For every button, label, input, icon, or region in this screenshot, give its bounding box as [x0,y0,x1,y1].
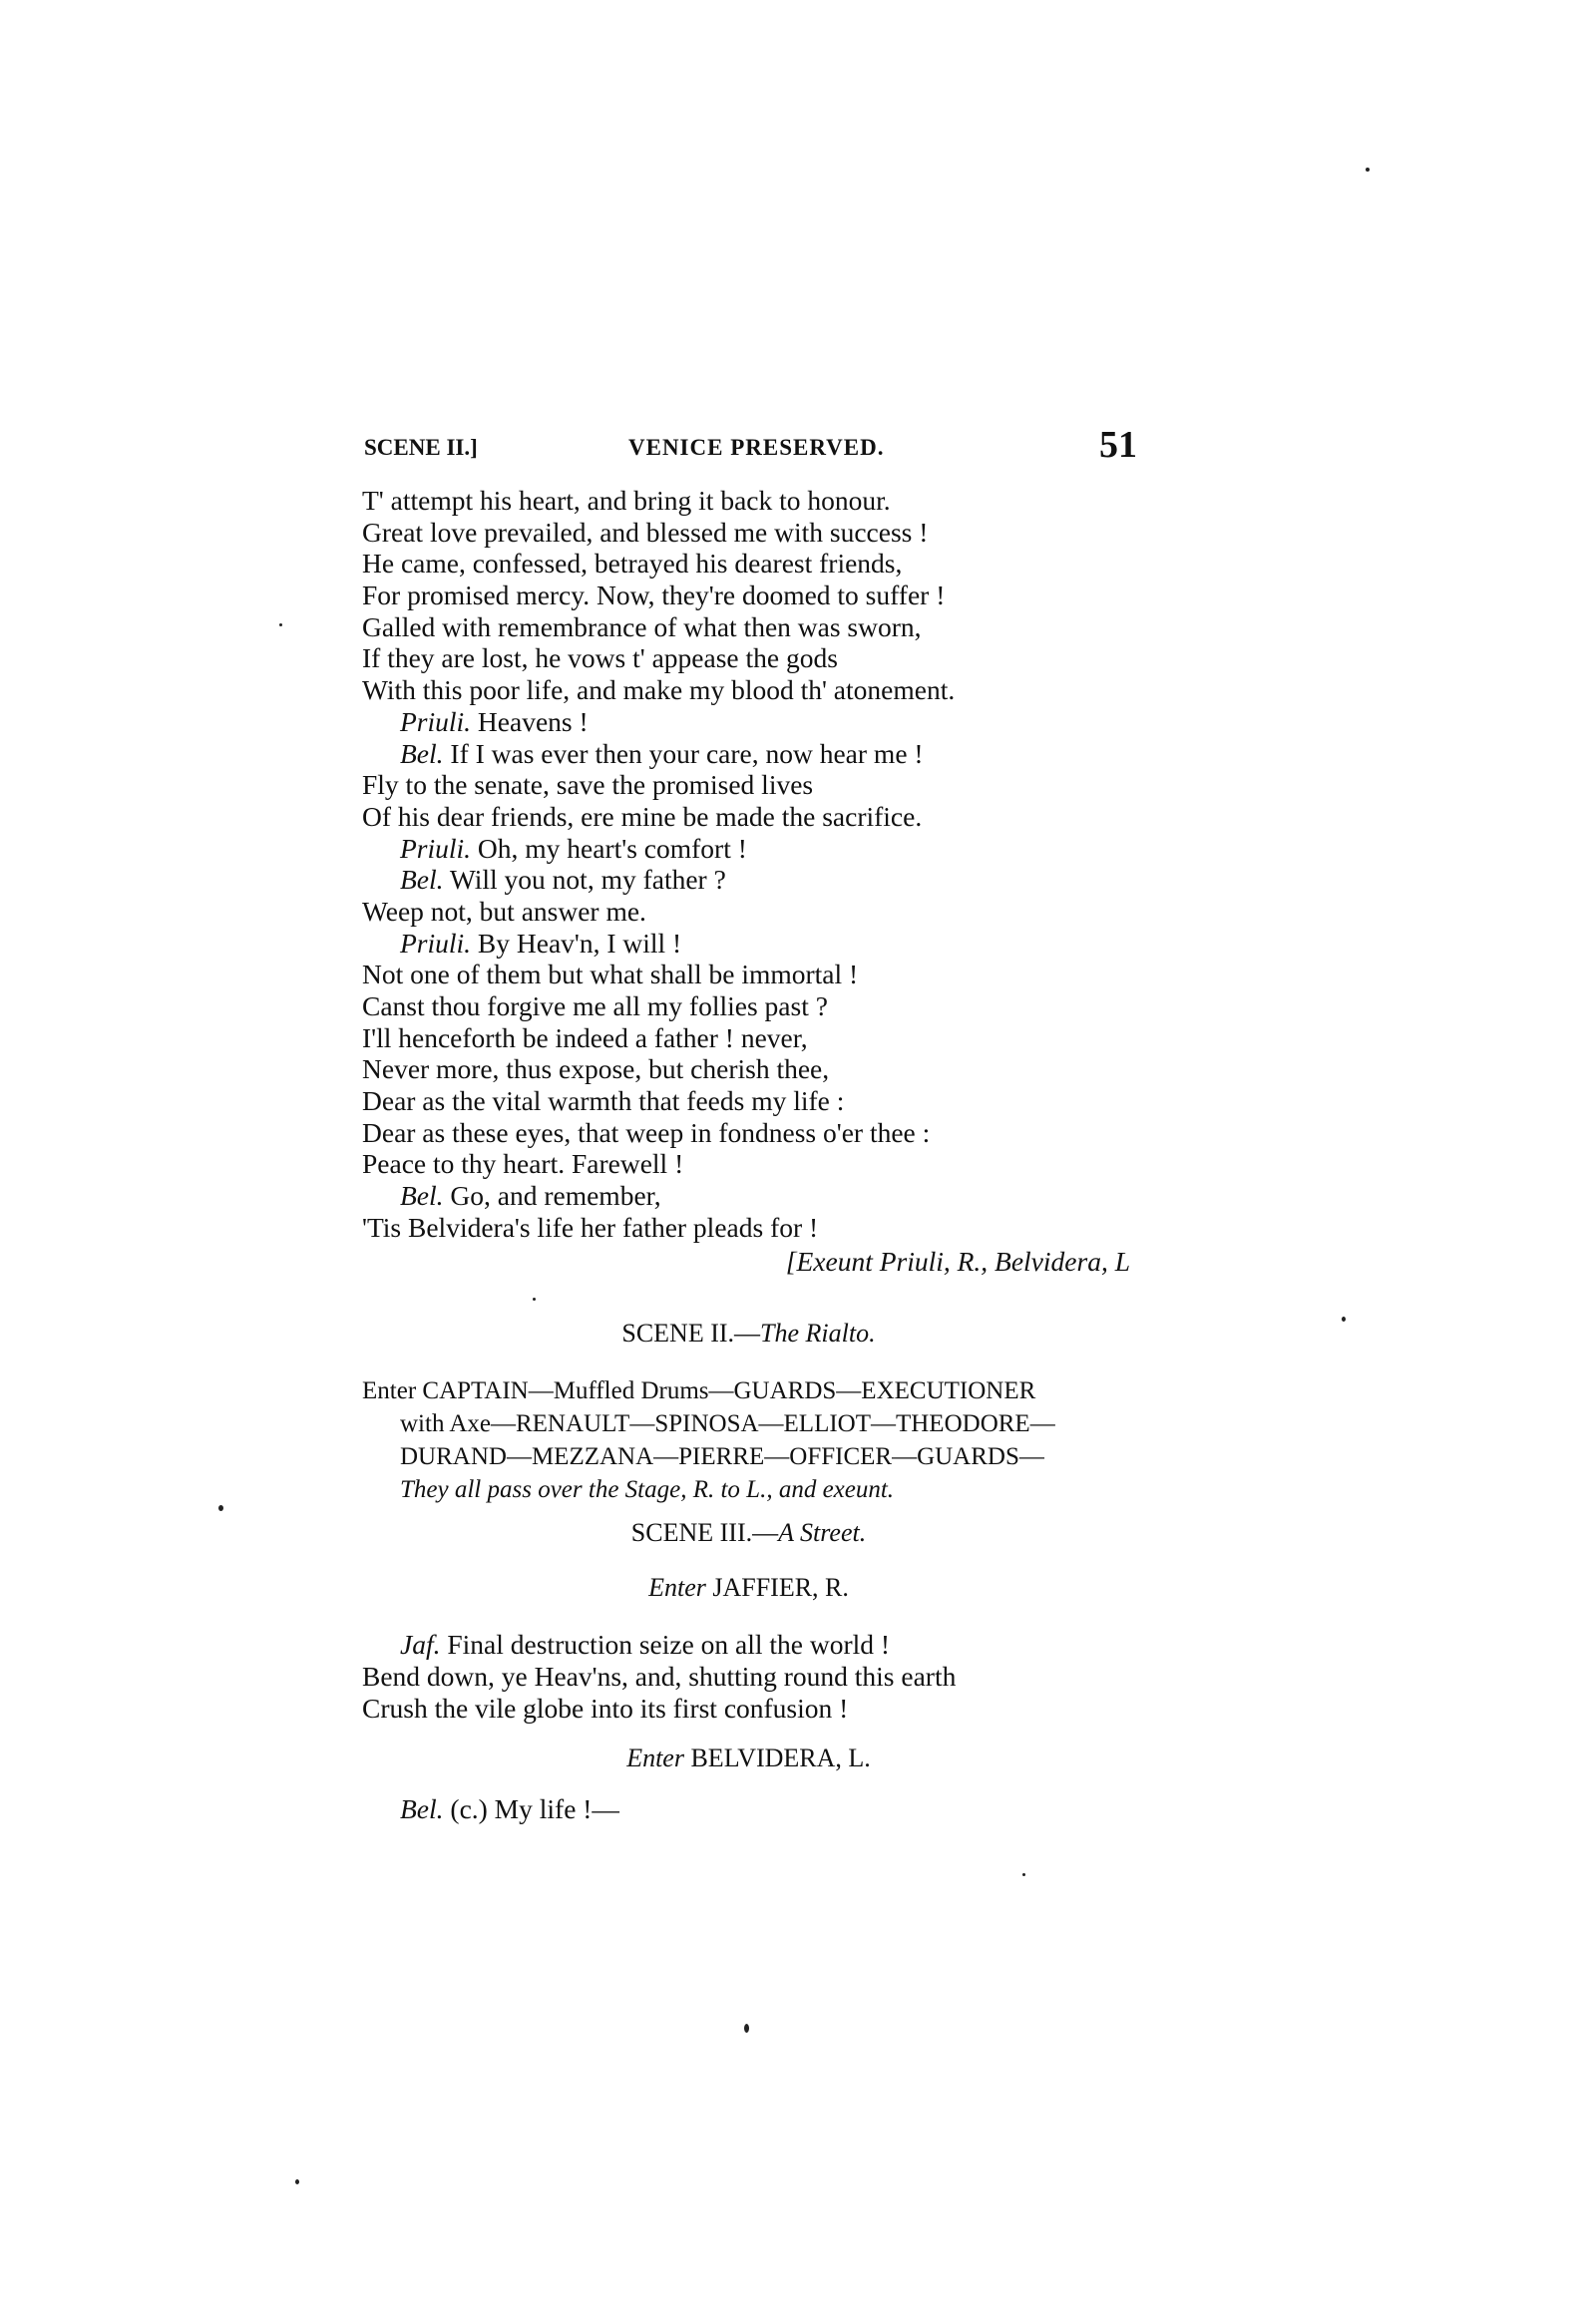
speaker-name: Priuli. [400,927,472,959]
verse-line [362,1117,1160,1149]
scene-2-prefix: SCENE II.— [621,1319,761,1348]
line-text: Go, and remember, [443,1180,661,1212]
exeunt-block [362,1246,1160,1278]
page-number: 51 [1099,424,1137,466]
scene-3-place: A Street. [778,1518,867,1547]
header-title: VENICE PRESERVED. [628,435,885,460]
verse-line [362,706,1160,738]
exeunt-direction: [Exeunt Priuli, R., Belvidera, L [785,1246,1130,1277]
speaker-name: Bel. [400,737,444,769]
verse-line [362,1022,1160,1054]
line-text: (c.) My life !— [443,1793,619,1824]
line-text: I'll henceforth be indeed a father ! never, [362,1021,808,1053]
stage-line: with Axe—RENAULT—SPINOSA—ELLIOT—THEODORE— [400,1410,1055,1437]
verse-line [362,928,1160,960]
verse-line [362,548,1160,580]
verse-line [362,1661,1160,1693]
stage-line: DURAND—MEZZANA—PIERRE—OFFICER—GUARDS— [400,1443,1044,1470]
scene-heading-2 [362,1319,1135,1349]
verse-line [362,738,1160,770]
line-text: T' attempt his heart, and bring it back to honour. [362,485,891,516]
verse-line [362,611,1160,643]
scan-speck [1366,168,1370,172]
line-text: Bend down, ye Heav'ns, and, shutting round this earth [362,1661,957,1692]
verse-line [362,1629,1160,1661]
line-text: Fly to the senate, save the promised lives [362,769,814,801]
verse-line [362,864,1160,896]
verse-line [362,1180,1160,1212]
verse-line [362,801,1160,833]
scene-heading-3 [362,1518,1135,1548]
line-text: With this poor life, and make my blood th' atonement. [362,674,956,706]
line-text: He came, confessed, betrayed his dearest friends, [362,548,903,580]
dialogue-block-3 [362,1793,1160,1825]
line-text: Will you not, my father ? [443,864,726,896]
line-text: Heavens ! [471,705,589,737]
dialogue-block-1 [362,485,1160,1244]
verse-line [362,833,1160,865]
scan-speck [744,2024,749,2033]
line-text: If they are lost, he vows t' appease the gods [362,642,838,674]
line-text: Of his dear friends, ere mine be made the sacrifice. [362,800,923,832]
scene-3-prefix: SCENE III.— [630,1518,779,1547]
line-text: For promised mercy. Now, they're doomed to suffer ! [362,580,946,611]
speaker-name: Bel. [400,1180,444,1212]
speaker-name: Bel. [400,864,444,896]
line-text: Final destruction seize on all the world ! [440,1629,891,1660]
enter-verb: Enter [648,1573,706,1602]
verse-line [362,1148,1160,1180]
verse-line [362,1085,1160,1117]
verse-line [362,959,1160,990]
scan-speck [279,623,282,626]
scan-speck [1342,1317,1346,1322]
speaker-name: Jaf. [400,1629,441,1660]
verse-line [362,1053,1160,1085]
line-text: Peace to thy heart. Farewell ! [362,1148,684,1180]
scan-speck [295,2179,299,2184]
line-text: By Heav'n, I will ! [471,927,682,959]
line-text: Canst thou forgive me all my follies past ? [362,990,828,1021]
enter-name: JAFFIER, R. [712,1573,849,1602]
scan-speck [1022,1873,1025,1876]
line-text: 'Tis Belvidera's life her father pleads for ! [362,1211,819,1243]
verse-line [362,485,1160,517]
verse-line [362,1793,1160,1825]
line-text: Dear as these eyes, that weep in fondness o'er thee : [362,1116,931,1148]
line-text: If I was ever then your care, now hear me ! [443,737,924,769]
line-text: Oh, my heart's comfort ! [471,832,747,864]
scan-speck [533,1298,536,1301]
stage-direction [362,1374,1150,1506]
verse-line [362,580,1160,611]
scan-speck [218,1505,223,1511]
verse-line [362,1212,1160,1244]
speaker-name: Bel. [400,1793,444,1824]
stage-line: Enter CAPTAIN—Muffled Drums—GUARDS—EXECUTIONER [362,1377,1036,1404]
speaker-name: Priuli. [400,705,472,737]
verse-line [362,674,1160,706]
line-text: Great love prevailed, and blessed me with success ! [362,516,929,548]
enter-belvidera [362,1743,1135,1773]
verse-line [362,1693,1160,1725]
verse-line [362,642,1160,674]
verse-line [362,990,1160,1022]
header-scene: SCENE II.] [364,435,478,460]
stage-line: They all pass over the Stage, R. to L., and exeunt. [400,1476,895,1503]
running-header [364,423,1137,473]
dialogue-block-2 [362,1629,1160,1725]
verse-line [362,517,1160,549]
enter-jaffier [362,1573,1135,1603]
line-text: Crush the vile globe into its first confusion ! [362,1693,849,1724]
verse-line [362,896,1160,928]
scene-2-place: The Rialto. [760,1319,876,1348]
line-text: Not one of them but what shall be immortal ! [362,959,859,990]
enter-verb: Enter [626,1743,684,1772]
verse-line [362,769,1160,801]
line-text: Never more, thus expose, but cherish thee, [362,1053,830,1085]
speaker-name: Priuli. [400,832,472,864]
line-text: Weep not, but answer me. [362,895,646,927]
line-text: Galled with remembrance of what then was sworn, [362,610,922,642]
line-text: Dear as the vital warmth that feeds my life : [362,1085,845,1117]
enter-name: BELVIDERA, L. [690,1743,871,1772]
